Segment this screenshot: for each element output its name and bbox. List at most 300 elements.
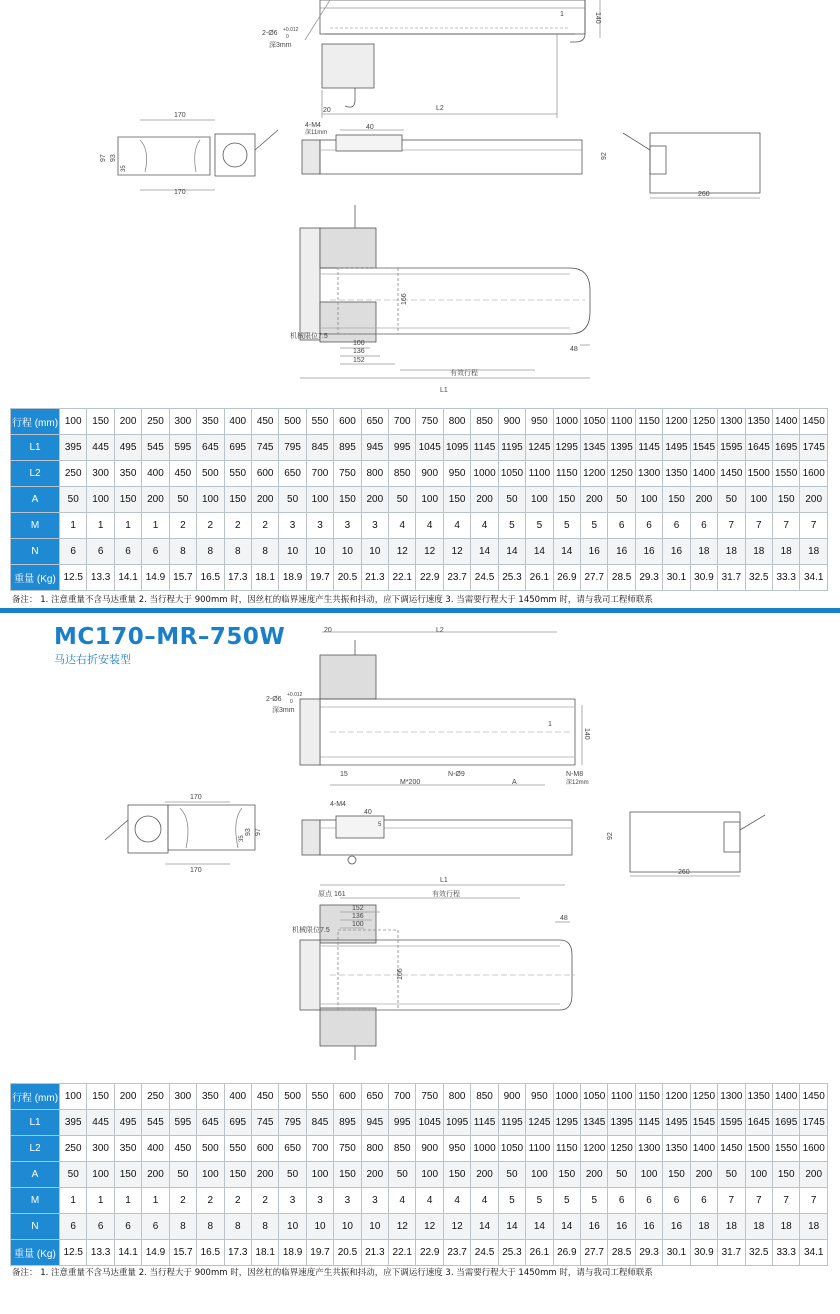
- stroke-cell: 750: [416, 409, 443, 435]
- stroke-cell: 750: [416, 1084, 443, 1110]
- value-cell: 12.5: [60, 1240, 87, 1266]
- value-cell: 1145: [635, 435, 662, 461]
- value-cell: 1: [142, 1188, 169, 1214]
- value-cell: 7: [718, 513, 745, 539]
- value-cell: 1050: [498, 1136, 525, 1162]
- value-cell: 6: [60, 1214, 87, 1240]
- dim-h97: 97: [100, 154, 107, 162]
- value-cell: 16: [581, 1214, 608, 1240]
- stroke-cell: 1400: [772, 1084, 799, 1110]
- dim2-l1: L1: [440, 877, 448, 884]
- stroke-cell: 1200: [663, 409, 690, 435]
- value-cell: 18: [718, 539, 745, 565]
- value-cell: 7: [772, 513, 799, 539]
- value-cell: 250: [60, 461, 87, 487]
- value-cell: 1645: [745, 435, 772, 461]
- value-cell: 3: [306, 1188, 333, 1214]
- value-cell: 200: [581, 1162, 608, 1188]
- row-label: A: [11, 1162, 60, 1188]
- dim2-h166: 166: [397, 968, 404, 980]
- value-cell: 395: [60, 435, 87, 461]
- stroke-cell: 450: [251, 1084, 278, 1110]
- value-cell: 1550: [772, 461, 799, 487]
- value-cell: 200: [251, 487, 278, 513]
- value-cell: 700: [306, 1136, 333, 1162]
- table-row: [11, 1240, 828, 1266]
- value-cell: 100: [635, 1162, 662, 1188]
- value-cell: 1400: [690, 461, 717, 487]
- value-cell: 33.3: [772, 1240, 799, 1266]
- value-cell: 7: [718, 1188, 745, 1214]
- stroke-cell: 300: [169, 409, 196, 435]
- value-cell: 14: [526, 1214, 553, 1240]
- value-cell: 1300: [635, 461, 662, 487]
- value-cell: 4: [416, 513, 443, 539]
- stroke-cell: 300: [169, 1084, 196, 1110]
- value-cell: 100: [87, 1162, 114, 1188]
- value-cell: 50: [169, 1162, 196, 1188]
- value-cell: 200: [690, 1162, 717, 1188]
- value-cell: 7: [800, 1188, 828, 1214]
- stroke-cell: 350: [197, 1084, 224, 1110]
- value-cell: 29.3: [635, 565, 662, 591]
- row-label: L2: [11, 1136, 60, 1162]
- stroke-cell: 1300: [718, 1084, 745, 1110]
- value-cell: 6: [142, 539, 169, 565]
- value-cell: 150: [114, 1162, 141, 1188]
- value-cell: 150: [772, 1162, 799, 1188]
- value-cell: 1050: [498, 461, 525, 487]
- value-cell: 6: [663, 1188, 690, 1214]
- value-cell: 50: [389, 1162, 416, 1188]
- note-1: 备注： 1. 注意重量不含马达重量 2. 当行程大于 900mm 时，因丝杠的临界速度产生共振和抖动，应下调运行速度 3. 当需要行程大于 1450mm 时，请与我司工程师联系: [12, 595, 653, 605]
- value-cell: 23.7: [443, 565, 470, 591]
- value-cell: 6: [114, 539, 141, 565]
- value-cell: 1100: [526, 461, 553, 487]
- value-cell: 800: [361, 1136, 388, 1162]
- dim2-m200: M*200: [400, 779, 421, 786]
- value-cell: 750: [334, 461, 361, 487]
- value-cell: 6: [608, 1188, 635, 1214]
- value-cell: 6: [608, 513, 635, 539]
- dim-d100: 100: [353, 340, 365, 347]
- value-cell: 32.5: [745, 565, 772, 591]
- dim-d40: 40: [366, 124, 374, 131]
- value-cell: 3: [361, 513, 388, 539]
- value-cell: 1: [114, 1188, 141, 1214]
- dim2-d20: 20: [324, 627, 332, 634]
- value-cell: 150: [334, 1162, 361, 1188]
- value-cell: 30.9: [690, 1240, 717, 1266]
- value-cell: 14: [553, 539, 580, 565]
- value-cell: 1500: [745, 1136, 772, 1162]
- value-cell: 1250: [608, 1136, 635, 1162]
- value-cell: 2: [251, 513, 278, 539]
- value-cell: 100: [197, 487, 224, 513]
- dim-limit: 机械限位7.5: [290, 333, 328, 340]
- value-cell: 150: [553, 1162, 580, 1188]
- value-cell: 1: [60, 513, 87, 539]
- value-cell: 18.9: [279, 1240, 306, 1266]
- stroke-cell: 950: [526, 409, 553, 435]
- value-cell: 100: [635, 487, 662, 513]
- value-cell: 50: [389, 487, 416, 513]
- value-cell: 28.5: [608, 1240, 635, 1266]
- value-cell: 16: [608, 1214, 635, 1240]
- value-cell: 500: [197, 461, 224, 487]
- value-cell: 14.1: [114, 565, 141, 591]
- value-cell: 595: [169, 435, 196, 461]
- value-cell: 6: [663, 513, 690, 539]
- value-cell: 4: [471, 1188, 498, 1214]
- value-cell: 1245: [526, 435, 553, 461]
- value-cell: 150: [663, 1162, 690, 1188]
- dim2-d136: 136: [352, 913, 364, 920]
- value-cell: 7: [772, 1188, 799, 1214]
- value-cell: 1450: [718, 461, 745, 487]
- value-cell: 1600: [800, 1136, 828, 1162]
- value-cell: 950: [443, 461, 470, 487]
- value-cell: 650: [279, 1136, 306, 1162]
- row-label: N: [11, 1214, 60, 1240]
- value-cell: 4: [389, 513, 416, 539]
- value-cell: 1150: [553, 1136, 580, 1162]
- value-cell: 7: [745, 513, 772, 539]
- value-cell: 5: [581, 1188, 608, 1214]
- stroke-cell: 1050: [581, 409, 608, 435]
- value-cell: 150: [224, 1162, 251, 1188]
- value-cell: 18: [745, 539, 772, 565]
- value-cell: 6: [114, 1214, 141, 1240]
- table-header-row: [11, 1084, 828, 1110]
- value-cell: 5: [498, 1188, 525, 1214]
- value-cell: 3: [361, 1188, 388, 1214]
- value-cell: 945: [361, 435, 388, 461]
- model-title: MC170–MR–750W: [54, 624, 286, 650]
- value-cell: 6: [690, 513, 717, 539]
- value-cell: 600: [251, 1136, 278, 1162]
- dim-depth: 深3mm: [269, 42, 292, 49]
- value-cell: 1395: [608, 1110, 635, 1136]
- value-cell: 8: [251, 1214, 278, 1240]
- value-cell: 16.5: [197, 1240, 224, 1266]
- value-cell: 30.1: [663, 565, 690, 591]
- value-cell: 495: [114, 1110, 141, 1136]
- value-cell: 200: [142, 487, 169, 513]
- stroke-cell: 1200: [663, 1084, 690, 1110]
- value-cell: 5: [553, 1188, 580, 1214]
- spec-table-2: [10, 1083, 828, 1266]
- table-row: [11, 1162, 828, 1188]
- row-label: N: [11, 539, 60, 565]
- value-cell: 15.7: [169, 1240, 196, 1266]
- stroke-cell: 1000: [553, 1084, 580, 1110]
- value-cell: 4: [471, 513, 498, 539]
- value-cell: 100: [416, 1162, 443, 1188]
- row-label: L1: [11, 1110, 60, 1136]
- table-row: [11, 1214, 828, 1240]
- value-cell: 150: [663, 487, 690, 513]
- value-cell: 18.9: [279, 565, 306, 591]
- value-cell: 13.3: [87, 565, 114, 591]
- value-cell: 13.3: [87, 1240, 114, 1266]
- value-cell: 14: [471, 539, 498, 565]
- value-cell: 20.5: [334, 1240, 361, 1266]
- stroke-cell: 500: [279, 409, 306, 435]
- dim2-l2: L2: [436, 627, 444, 634]
- dim-d136: 136: [353, 348, 365, 355]
- stroke-cell: 1150: [635, 1084, 662, 1110]
- value-cell: 34.1: [800, 1240, 828, 1266]
- value-cell: 6: [690, 1188, 717, 1214]
- dim-h35: 35: [121, 165, 127, 172]
- stroke-cell: 1350: [745, 1084, 772, 1110]
- value-cell: 795: [279, 1110, 306, 1136]
- value-cell: 200: [361, 1162, 388, 1188]
- dim2-tol-plus: +0.012: [287, 692, 303, 698]
- value-cell: 100: [416, 487, 443, 513]
- dim2-h97: 97: [255, 828, 262, 836]
- stroke-cell: 950: [526, 1084, 553, 1110]
- stroke-cell: 100: [60, 1084, 87, 1110]
- stroke-cell: 500: [279, 1084, 306, 1110]
- row-label: L2: [11, 461, 60, 487]
- value-cell: 16: [663, 539, 690, 565]
- value-cell: 1200: [581, 461, 608, 487]
- value-cell: 17.3: [224, 565, 251, 591]
- value-cell: 18.1: [251, 1240, 278, 1266]
- dim-one: 1: [560, 11, 564, 18]
- dim2-d15: 15: [340, 771, 348, 778]
- value-cell: 150: [772, 487, 799, 513]
- value-cell: 1095: [443, 435, 470, 461]
- value-cell: 8: [197, 539, 224, 565]
- row-label: 行程 (mm): [11, 1084, 60, 1110]
- value-cell: 50: [718, 1162, 745, 1188]
- value-cell: 1345: [581, 435, 608, 461]
- value-cell: 50: [169, 487, 196, 513]
- value-cell: 8: [169, 1214, 196, 1240]
- stroke-cell: 700: [389, 1084, 416, 1110]
- value-cell: 1595: [718, 435, 745, 461]
- value-cell: 10: [279, 539, 306, 565]
- value-cell: 850: [389, 461, 416, 487]
- value-cell: 22.1: [389, 565, 416, 591]
- stroke-cell: 250: [142, 409, 169, 435]
- value-cell: 7: [745, 1188, 772, 1214]
- value-cell: 1350: [663, 461, 690, 487]
- value-cell: 1: [87, 513, 114, 539]
- value-cell: 995: [389, 435, 416, 461]
- value-cell: 100: [526, 1162, 553, 1188]
- stroke-cell: 1100: [608, 1084, 635, 1110]
- dim-h166: 166: [401, 293, 408, 305]
- value-cell: 400: [142, 461, 169, 487]
- stroke-cell: 850: [471, 409, 498, 435]
- value-cell: 1545: [690, 435, 717, 461]
- value-cell: 14.9: [142, 1240, 169, 1266]
- value-cell: 1145: [471, 1110, 498, 1136]
- dim-stroke: 有效行程: [450, 370, 478, 377]
- dim2-a: A: [512, 779, 517, 786]
- stroke-cell: 450: [251, 409, 278, 435]
- value-cell: 18: [800, 1214, 828, 1240]
- value-cell: 2: [197, 1188, 224, 1214]
- value-cell: 100: [306, 1162, 333, 1188]
- value-cell: 1295: [553, 1110, 580, 1136]
- value-cell: 1350: [663, 1136, 690, 1162]
- value-cell: 2: [169, 513, 196, 539]
- value-cell: 2: [169, 1188, 196, 1214]
- value-cell: 745: [251, 435, 278, 461]
- dim-hole-spec: 2-Ø6: [262, 30, 278, 37]
- value-cell: 1: [87, 1188, 114, 1214]
- value-cell: 650: [279, 461, 306, 487]
- value-cell: 500: [197, 1136, 224, 1162]
- value-cell: 1695: [772, 435, 799, 461]
- value-cell: 14: [526, 539, 553, 565]
- value-cell: 1000: [471, 461, 498, 487]
- value-cell: 900: [416, 461, 443, 487]
- value-cell: 27.7: [581, 565, 608, 591]
- value-cell: 150: [114, 487, 141, 513]
- value-cell: 21.3: [361, 1240, 388, 1266]
- value-cell: 12: [443, 1214, 470, 1240]
- value-cell: 3: [279, 1188, 306, 1214]
- value-cell: 100: [526, 487, 553, 513]
- value-cell: 495: [114, 435, 141, 461]
- stroke-cell: 400: [224, 1084, 251, 1110]
- value-cell: 1095: [443, 1110, 470, 1136]
- stroke-cell: 1350: [745, 409, 772, 435]
- value-cell: 300: [87, 461, 114, 487]
- value-cell: 14.9: [142, 565, 169, 591]
- value-cell: 645: [197, 1110, 224, 1136]
- value-cell: 16: [635, 1214, 662, 1240]
- value-cell: 26.1: [526, 1240, 553, 1266]
- value-cell: 8: [251, 539, 278, 565]
- value-cell: 1045: [416, 1110, 443, 1136]
- value-cell: 14: [498, 1214, 525, 1240]
- value-cell: 845: [306, 1110, 333, 1136]
- value-cell: 795: [279, 435, 306, 461]
- dim2-n-holes: N-Ø9: [448, 771, 465, 778]
- dim-height: 140: [594, 12, 601, 24]
- dim2-d40: 40: [364, 809, 372, 816]
- stroke-cell: 800: [443, 1084, 470, 1110]
- value-cell: 200: [251, 1162, 278, 1188]
- value-cell: 18: [690, 1214, 717, 1240]
- stroke-cell: 1300: [718, 409, 745, 435]
- value-cell: 550: [224, 461, 251, 487]
- dim2-h93: 93: [245, 828, 252, 836]
- dim2-w170-bottom: 170: [190, 867, 202, 874]
- value-cell: 1145: [635, 1110, 662, 1136]
- value-cell: 5: [526, 1188, 553, 1214]
- value-cell: 3: [334, 513, 361, 539]
- value-cell: 1345: [581, 1110, 608, 1136]
- value-cell: 18: [800, 539, 828, 565]
- value-cell: 24.5: [471, 565, 498, 591]
- value-cell: 24.5: [471, 1240, 498, 1266]
- value-cell: 31.7: [718, 565, 745, 591]
- value-cell: 200: [471, 1162, 498, 1188]
- value-cell: 50: [60, 1162, 87, 1188]
- value-cell: 27.7: [581, 1240, 608, 1266]
- value-cell: 26.9: [553, 1240, 580, 1266]
- value-cell: 1: [60, 1188, 87, 1214]
- table-row: [11, 1136, 828, 1162]
- value-cell: 850: [389, 1136, 416, 1162]
- dim-w260: 260: [698, 191, 710, 198]
- value-cell: 1450: [718, 1136, 745, 1162]
- value-cell: 695: [224, 435, 251, 461]
- stroke-cell: 600: [334, 409, 361, 435]
- value-cell: 100: [87, 487, 114, 513]
- dim2-m4: 4-M4: [330, 801, 346, 808]
- value-cell: 600: [251, 461, 278, 487]
- dim-tol-zero: 0: [286, 34, 289, 40]
- value-cell: 21.3: [361, 565, 388, 591]
- value-cell: 50: [718, 487, 745, 513]
- dim2-depth: 深3mm: [272, 707, 295, 714]
- value-cell: 1300: [635, 1136, 662, 1162]
- value-cell: 14: [471, 1214, 498, 1240]
- value-cell: 34.1: [800, 565, 828, 591]
- stroke-cell: 1250: [690, 409, 717, 435]
- value-cell: 8: [224, 1214, 251, 1240]
- value-cell: 8: [224, 539, 251, 565]
- value-cell: 150: [443, 1162, 470, 1188]
- value-cell: 1545: [690, 1110, 717, 1136]
- value-cell: 150: [334, 487, 361, 513]
- value-cell: 5: [498, 513, 525, 539]
- value-cell: 1250: [608, 461, 635, 487]
- dim-tol-plus: +0.012: [283, 27, 299, 33]
- value-cell: 18: [772, 1214, 799, 1240]
- value-cell: 445: [87, 1110, 114, 1136]
- value-cell: 16: [663, 1214, 690, 1240]
- value-cell: 8: [197, 1214, 224, 1240]
- value-cell: 10: [279, 1214, 306, 1240]
- dim2-one: 1: [548, 721, 552, 728]
- value-cell: 18: [718, 1214, 745, 1240]
- value-cell: 10: [306, 1214, 333, 1240]
- row-label: L1: [11, 435, 60, 461]
- value-cell: 1100: [526, 1136, 553, 1162]
- dim-w170-top: 170: [174, 112, 186, 119]
- value-cell: 3: [279, 513, 306, 539]
- dim2-h92: 92: [607, 832, 614, 840]
- value-cell: 4: [443, 1188, 470, 1214]
- value-cell: 400: [142, 1136, 169, 1162]
- value-cell: 100: [306, 487, 333, 513]
- value-cell: 595: [169, 1110, 196, 1136]
- value-cell: 26.1: [526, 565, 553, 591]
- stroke-cell: 550: [306, 1084, 333, 1110]
- value-cell: 450: [169, 1136, 196, 1162]
- value-cell: 50: [498, 1162, 525, 1188]
- value-cell: 4: [389, 1188, 416, 1214]
- stroke-cell: 800: [443, 409, 470, 435]
- stroke-cell: 250: [142, 1084, 169, 1110]
- stroke-cell: 650: [361, 1084, 388, 1110]
- value-cell: 5: [581, 513, 608, 539]
- dim2-d152: 152: [352, 905, 364, 912]
- dim-h93: 93: [110, 154, 117, 162]
- stroke-cell: 1250: [690, 1084, 717, 1110]
- stroke-cell: 1100: [608, 409, 635, 435]
